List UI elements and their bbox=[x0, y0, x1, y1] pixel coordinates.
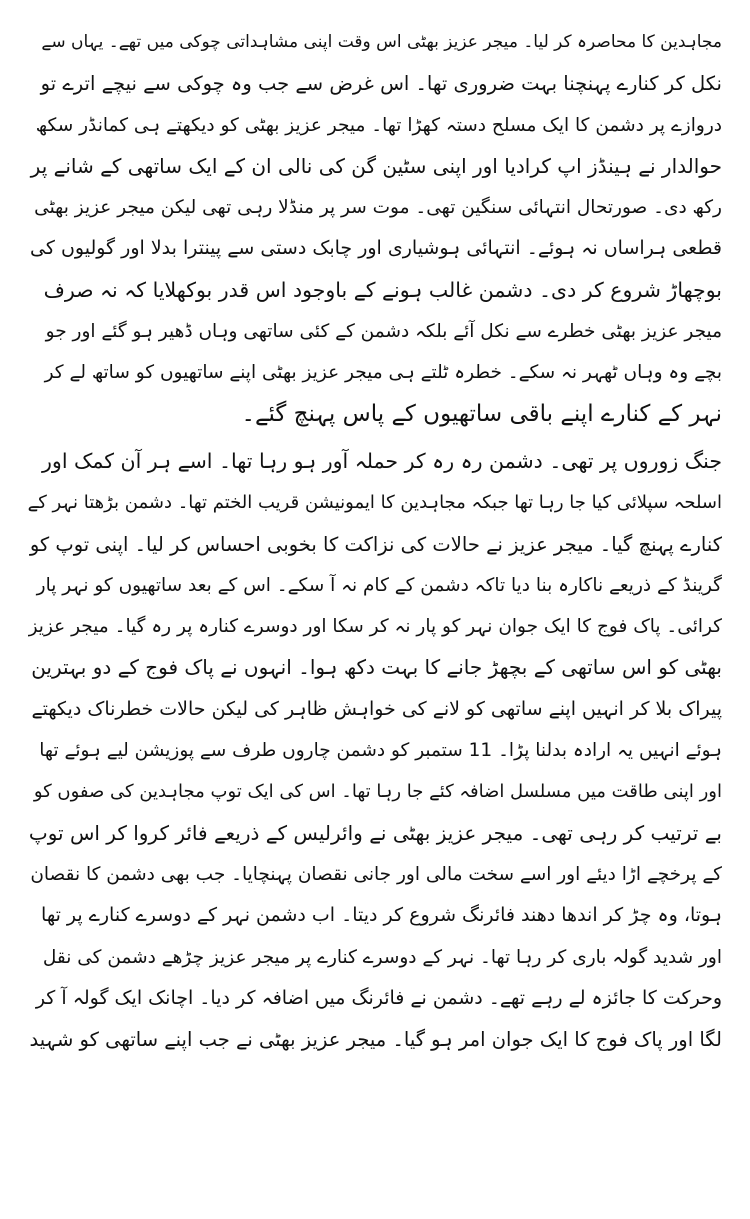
paragraph-1 bbox=[28, 22, 722, 435]
text-line: مجاہدین کا محاصرہ کر لیا۔ میجر عزیز بھٹی اس وقت اپنی مشاہداتی چوکی میں تھے۔ یہاں سے bbox=[41, 32, 722, 52]
text-line: قطعی ہراساں نہ ہوئے۔ انتہائی ہوشیاری اور چابک دستی سے پینترا بدلا اور گولیوں کی bbox=[30, 237, 722, 260]
text-line: وحرکت کا جائزہ لے رہے تھے۔ دشمن نے فائرنگ میں اضافہ کر دیا۔ اچانک ایک گولہ آ کر bbox=[35, 986, 722, 1009]
text-line: بوچھاڑ شروع کر دی۔ دشمن غالب ہونے کے باوجود اس قدر بوکھلایا کہ نہ صرف bbox=[43, 277, 722, 302]
text-line: بھٹی کو اس ساتھی کے بچھڑ جانے کا بہت دکھ ہوا۔ انہوں نے پاک فوج کے دو بہترین bbox=[31, 655, 722, 680]
text-line: کرائی۔ پاک فوج کا ایک جوان نہر کو پار نہ کر سکا اور دوسرے کنارہ پر رہ گیا۔ میجر عزیز bbox=[28, 616, 722, 638]
text-line: کنارے پہنچ گیا۔ میجر عزیز نے حالات کی نزاکت کا بخوبی احساس کر لیا۔ اپنی توپ کو bbox=[29, 532, 722, 556]
text-line: بے ترتیب کر رہی تھی۔ میجر عزیز بھٹی نے وائرلیس کے ذریعے فائر کروا کر اس توپ bbox=[28, 820, 722, 845]
text-line: ہوتا، وہ چڑ کر اندھا دھند فائرنگ شروع کر دیتا۔ اب دشمن نہر کے دوسرے کنارے پر تھا bbox=[41, 904, 722, 927]
paragraph-2 bbox=[28, 441, 722, 1060]
text-line: پیراک بلا کر انہیں اپنے ساتھی کو لانے کی خواہش ظاہر کی لیکن حالات خطرناک دیکھتے bbox=[31, 697, 722, 720]
text-line: رکھ دی۔ صورتحال انتہائی سنگین تھی۔ موت سر پر منڈلا رہی تھی لیکن میجر عزیز بھٹی bbox=[34, 197, 722, 219]
text-line: اور شدید گولہ باری کر رہا تھا۔ نہر کے دوسرے کنارے پر میجر عزیز چڑھے دشمن کی نقل bbox=[42, 946, 722, 968]
text-line: بچے وہ وہاں ٹھہر نہ سکے۔ خطرہ ٹلتے ہی میجر عزیز بھٹی اپنے ساتھیوں کو ساتھ لے کر bbox=[44, 362, 722, 384]
text-line: حوالدار نے ہینڈز اپ کرادیا اور اپنی سٹین گن کی نالی ان کے ایک ساتھی کے شانے پر bbox=[30, 153, 722, 178]
text-line: جنگ زوروں پر تھی۔ دشمن رہ رہ کر حملہ آور ہو رہا تھا۔ اسے ہر آن کمک اور bbox=[42, 448, 722, 473]
text-line: لگا اور پاک فوج کا ایک جوان امر ہو گیا۔ میجر عزیز بھٹی نے جب اپنے ساتھی کو شہید bbox=[29, 1028, 722, 1052]
text-line: ہوئے انہیں یہ ارادہ بدلنا پڑا۔ 11 ستمبر کو دشمن چاروں طرف سے پوزیشن لیے ہوئے تھا bbox=[39, 740, 722, 762]
text-line: کے پرخچے اڑا دیئے اور اسے سخت مالی اور جانی نقصان پہنچایا۔ جب بھی دشمن کا نقصان bbox=[30, 863, 722, 885]
text-line: نکل کر کنارے پہنچنا بہت ضروری تھا۔ اس غرض سے جب وہ چوکی سے نیچے اترے تو bbox=[40, 72, 722, 96]
page-text bbox=[28, 22, 722, 1060]
text-line: دروازے پر دشمن کا ایک مسلح دستہ کھڑا تھا۔ میجر عزیز بھٹی کو دیکھتے ہی کمانڈر سکھ bbox=[35, 114, 722, 136]
text-line: گرینڈ کے ذریعے ناکارہ بنا دیا تاکہ دشمن کے کام نہ آ سکے۔ اس کے بعد ساتھیوں کو نہر پار bbox=[36, 574, 722, 596]
text-line: اور اپنی طاقت میں مسلسل اضافہ کئے جا رہا تھا۔ اس کی ایک توپ مجاہدین کی صفوں کو bbox=[33, 781, 722, 803]
text-line: اسلحہ سپلائی کیا جا رہا تھا جبکہ مجاہدین کا ایمونیشن قریب الختم تھا۔ دشمن بڑھتا نہر کے bbox=[28, 492, 722, 514]
text-line: میجر عزیز بھٹی خطرے سے نکل آئے بلکہ دشمن کے کئی ساتھی وہاں ڈھیر ہو گئے اور جو bbox=[45, 321, 722, 343]
text-line: نہر کے کنارے اپنے باقی ساتھیوں کے پاس پہنچ گئے۔ bbox=[241, 400, 722, 427]
